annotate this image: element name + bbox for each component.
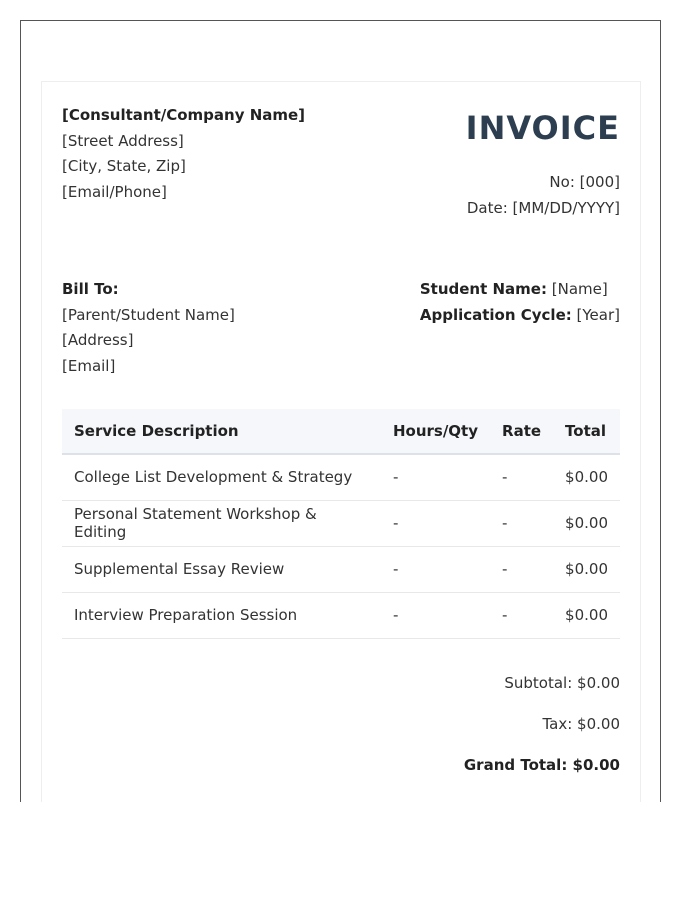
header-service-description: Service Description <box>62 409 381 454</box>
row-total: $0.00 <box>553 454 620 500</box>
row-rate: - <box>490 454 553 500</box>
student-name-line <box>420 277 620 303</box>
tax: Tax: $0.00 <box>542 715 620 733</box>
row-rate: - <box>490 546 553 592</box>
invoice-date <box>467 196 620 222</box>
row-hours-qty: - <box>381 592 490 638</box>
row-hours-qty: - <box>381 546 490 592</box>
row-hours-qty: - <box>381 500 490 546</box>
table-row <box>62 500 620 546</box>
invoice-meta <box>467 170 620 221</box>
table-row <box>62 592 620 638</box>
grand-total: Grand Total: $0.00 <box>463 756 620 774</box>
bill-to-block <box>62 277 235 379</box>
row-description: College List Development & Strategy <box>62 454 381 500</box>
invoice-number <box>467 170 620 196</box>
application-cycle-value: [Year] <box>576 305 620 324</box>
student-name-value: [Name] <box>551 280 608 298</box>
sender-block <box>62 103 305 205</box>
invoice-title: INVOICE <box>465 109 620 147</box>
row-rate: - <box>490 592 553 638</box>
sender-city: [City, State, Zip] <box>62 157 186 175</box>
services-table <box>62 409 620 639</box>
header-rate: Rate <box>490 409 553 454</box>
table-row <box>62 546 620 592</box>
bill-to-email: [Email] <box>62 356 116 375</box>
subtotal: Subtotal: $0.00 <box>504 674 620 692</box>
bill-to-label: Bill To: <box>62 280 119 298</box>
header-hours-qty: Hours/Qty <box>381 409 490 454</box>
invoice-number-value: [000] <box>579 173 620 191</box>
table-row <box>62 454 620 500</box>
bill-to-name: [Parent/Student Name] <box>62 305 235 324</box>
row-total: $0.00 <box>553 592 620 638</box>
invoice-date-value: [MM/DD/YYYY] <box>512 198 620 217</box>
student-info-block <box>420 277 620 328</box>
header-total: Total <box>553 409 620 454</box>
application-cycle-label: Application Cycle: <box>419 305 572 324</box>
row-description: Interview Preparation Session <box>62 592 381 638</box>
row-hours-qty: - <box>381 454 490 500</box>
student-name-label: Student Name: <box>419 280 547 298</box>
invoice-date-label: Date: <box>466 198 508 217</box>
application-cycle-line <box>420 303 620 329</box>
row-total: $0.00 <box>553 546 620 592</box>
row-description: Supplemental Essay Review <box>62 546 381 592</box>
row-rate: - <box>490 500 553 546</box>
invoice-number-label: No: <box>549 173 575 191</box>
sender-contact: [Email/Phone] <box>62 182 167 201</box>
sender-name: [Consultant/Company Name] <box>62 106 306 124</box>
row-description: Personal Statement Workshop & Editing <box>62 500 381 546</box>
sender-street: [Street Address] <box>62 131 184 150</box>
totals-block <box>464 671 620 794</box>
bill-to-address: [Address] <box>62 331 134 349</box>
row-total: $0.00 <box>553 500 620 546</box>
table-header-row <box>62 409 620 454</box>
